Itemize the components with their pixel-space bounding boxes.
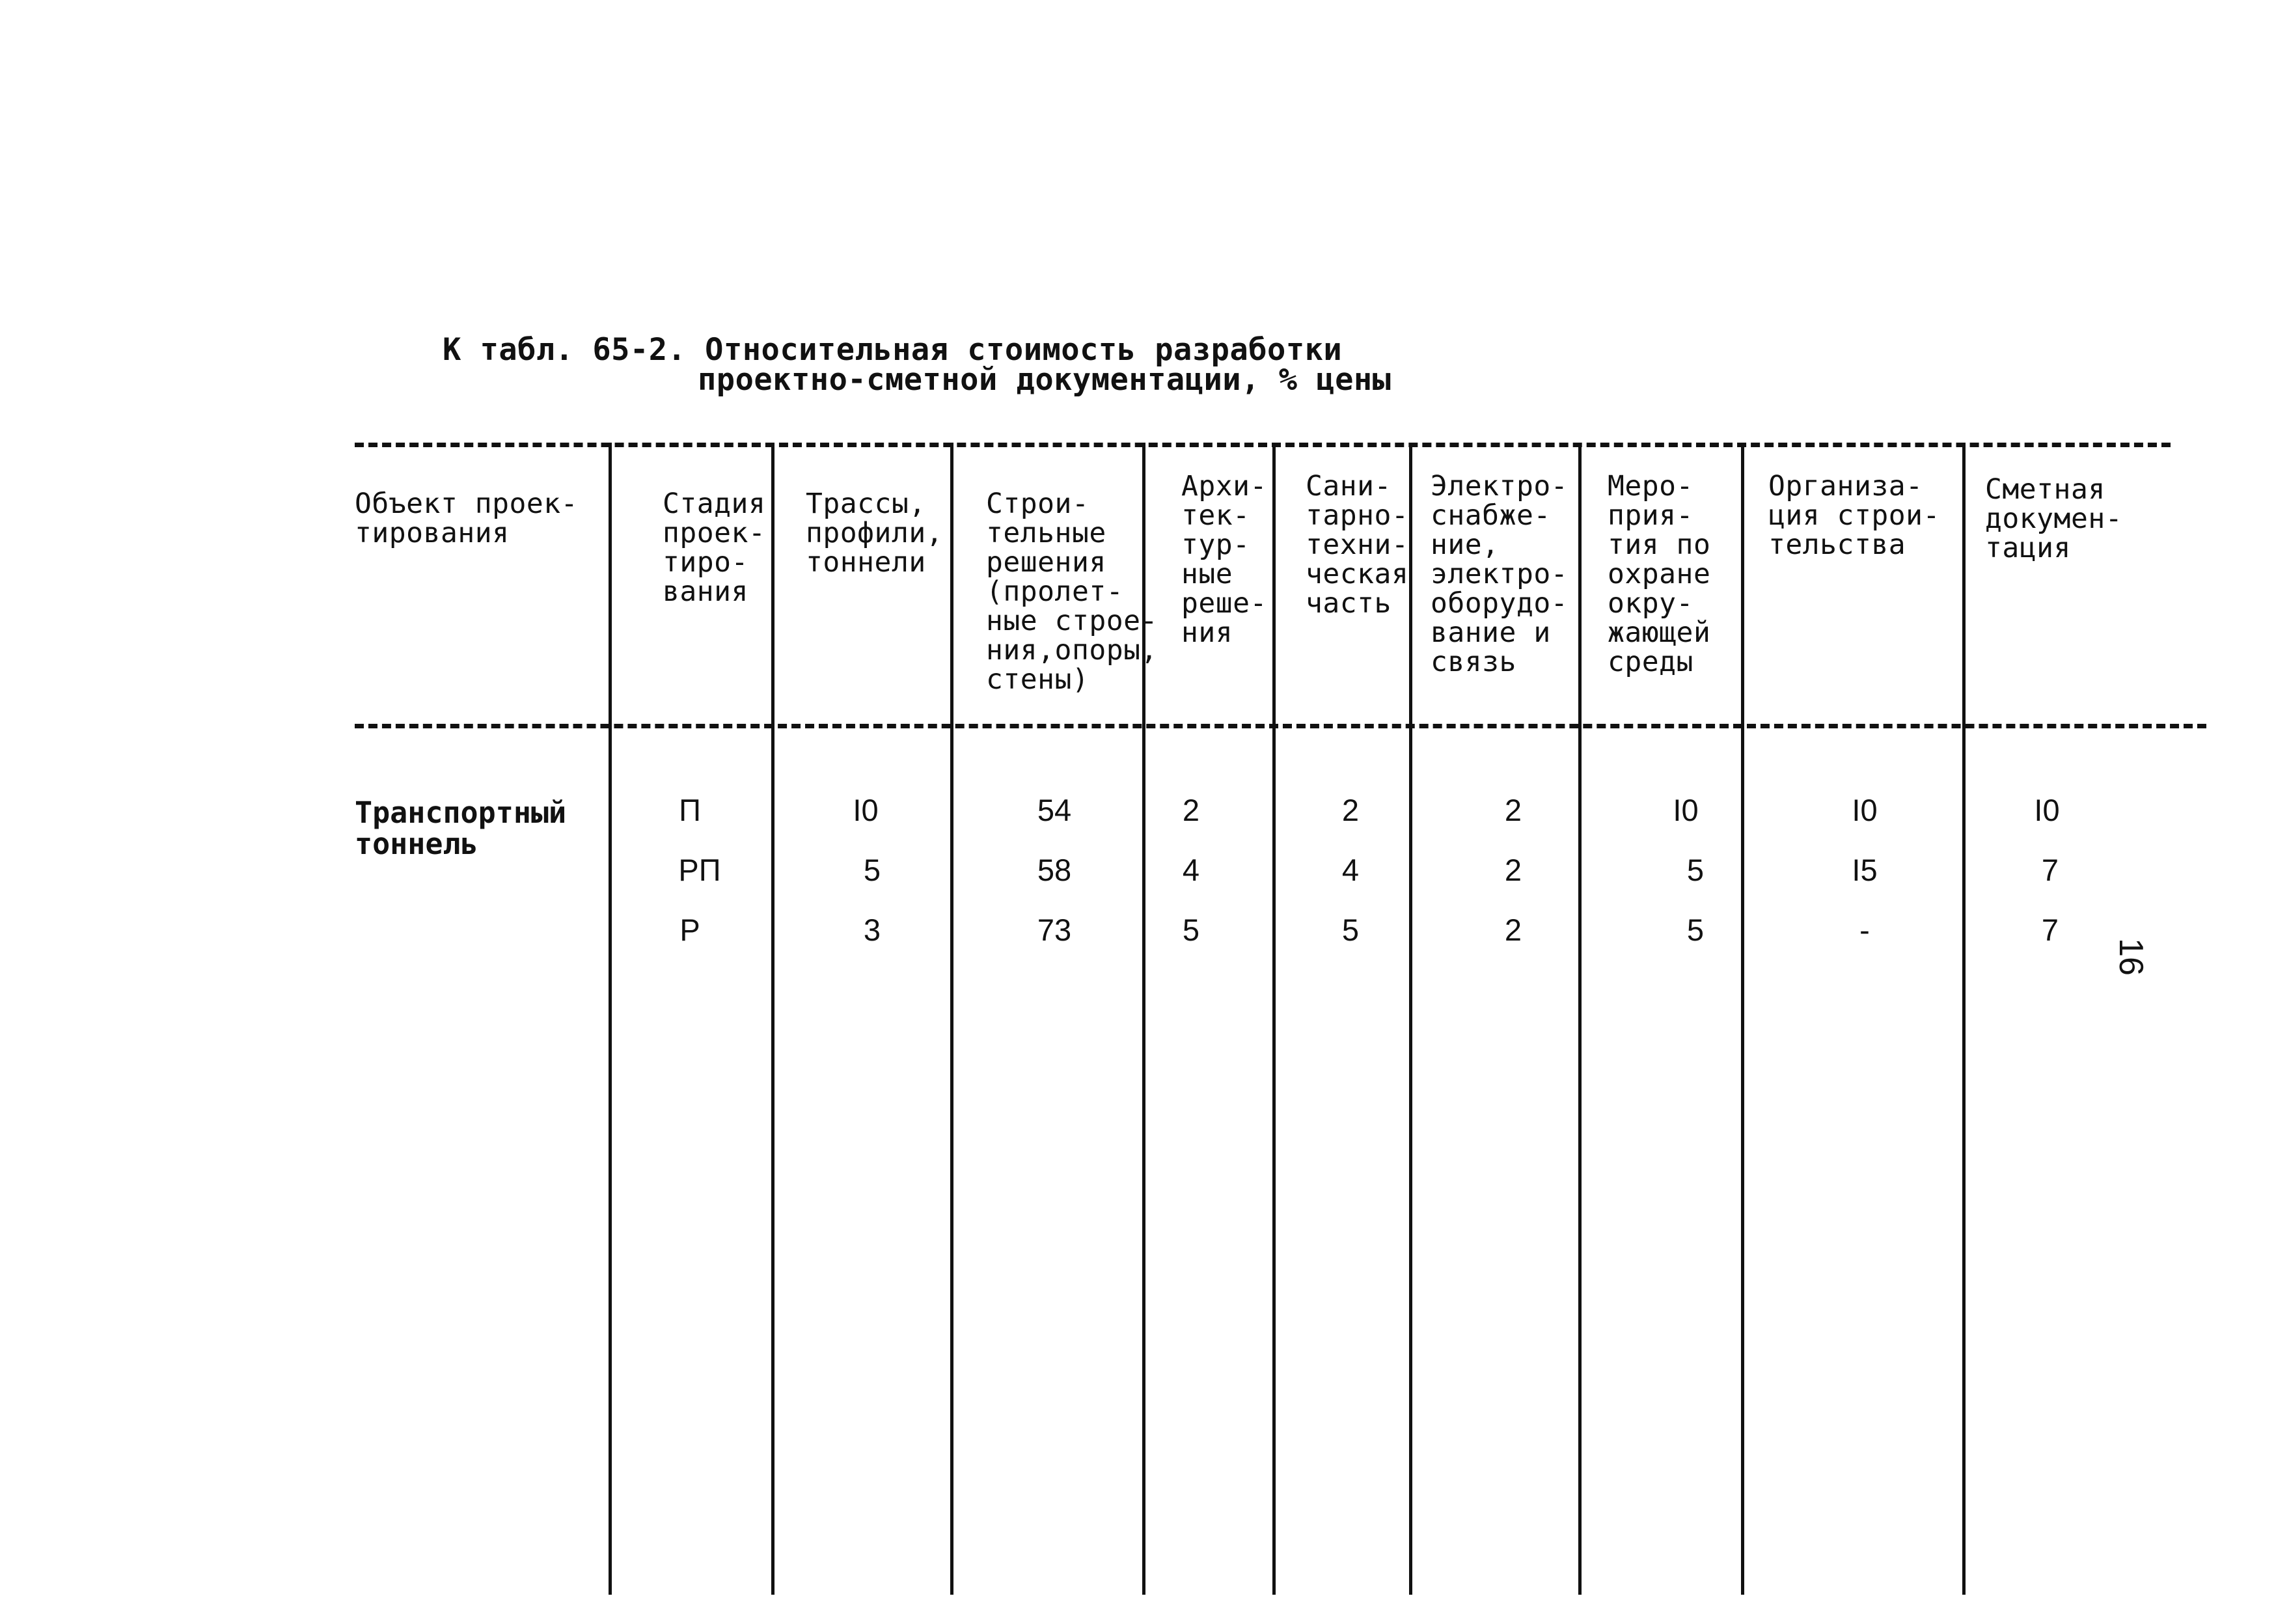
stage-cell: Р	[679, 913, 700, 947]
header-architecture: Архи- тек- тур- ные реше- ния	[1181, 470, 1267, 649]
table-title	[443, 332, 1391, 398]
electrical-cell: 2	[1504, 793, 1522, 827]
environment-cell: 5	[1686, 853, 1705, 887]
title-line-1: К табл. 65-2. Относительная стоимость разработки	[443, 332, 1343, 368]
electrical-cell: 2	[1504, 853, 1522, 887]
construction-cell: 73	[1037, 913, 1072, 947]
routes-cell: I0	[853, 793, 879, 827]
header-estimate: Сметная докумен- тация	[1985, 473, 2123, 564]
column-divider	[1962, 443, 1966, 1595]
estimate-cell: 7	[2041, 913, 2059, 947]
header-organization: Организа- ция строи- тельства	[1768, 470, 1940, 561]
column-divider	[1578, 443, 1582, 1595]
architecture-cell: 5	[1182, 913, 1200, 947]
estimate-cell: I0	[2034, 793, 2060, 827]
header-environment: Меро- прия- тия по охране окру- жающей среды	[1608, 470, 1711, 678]
title-line-2: проектно-сметной документации, % цены	[698, 362, 1391, 398]
header-object: Объект проек- тирования	[355, 488, 579, 549]
page-number: 16	[2111, 938, 2150, 976]
column-divider	[950, 443, 953, 1595]
column-divider	[771, 443, 774, 1595]
header-stage: Стадия проек- тиро- вания	[663, 488, 766, 608]
header-electrical: Электро- снабже- ние, электро- оборудо- вание и связь	[1431, 470, 1569, 678]
column-divider	[1272, 443, 1276, 1595]
construction-cell: 58	[1037, 853, 1072, 887]
object-label: Транспортный тоннель	[355, 795, 567, 861]
stage-cell: РП	[678, 853, 721, 887]
environment-cell: I0	[1673, 793, 1699, 827]
architecture-cell: 2	[1182, 793, 1200, 827]
organization-cell: I5	[1852, 853, 1878, 887]
header-construction: Строи- тельные решения (пролет- ные строе- ния,опоры, стены)	[986, 488, 1158, 696]
column-divider	[1741, 443, 1744, 1595]
routes-cell: 5	[863, 853, 881, 887]
header-sanitary: Сани- тарно- техни- ческая часть	[1306, 470, 1409, 620]
sanitary-cell: 5	[1341, 913, 1360, 947]
organization-cell: -	[1859, 913, 1870, 947]
construction-cell: 54	[1037, 793, 1072, 827]
routes-cell: 3	[863, 913, 881, 947]
organization-cell: I0	[1852, 793, 1878, 827]
stage-cell: П	[679, 793, 701, 827]
sanitary-cell: 4	[1341, 853, 1360, 887]
sanitary-cell: 2	[1341, 793, 1360, 827]
column-divider	[1409, 443, 1412, 1595]
header-routes: Трассы, профили, тоннели	[806, 488, 944, 579]
architecture-cell: 4	[1182, 853, 1200, 887]
electrical-cell: 2	[1504, 913, 1522, 947]
header-top-rule	[355, 443, 2171, 447]
estimate-cell: 7	[2041, 853, 2059, 887]
environment-cell: 5	[1686, 913, 1705, 947]
header-bottom-rule	[355, 724, 2206, 728]
column-divider	[609, 443, 612, 1595]
